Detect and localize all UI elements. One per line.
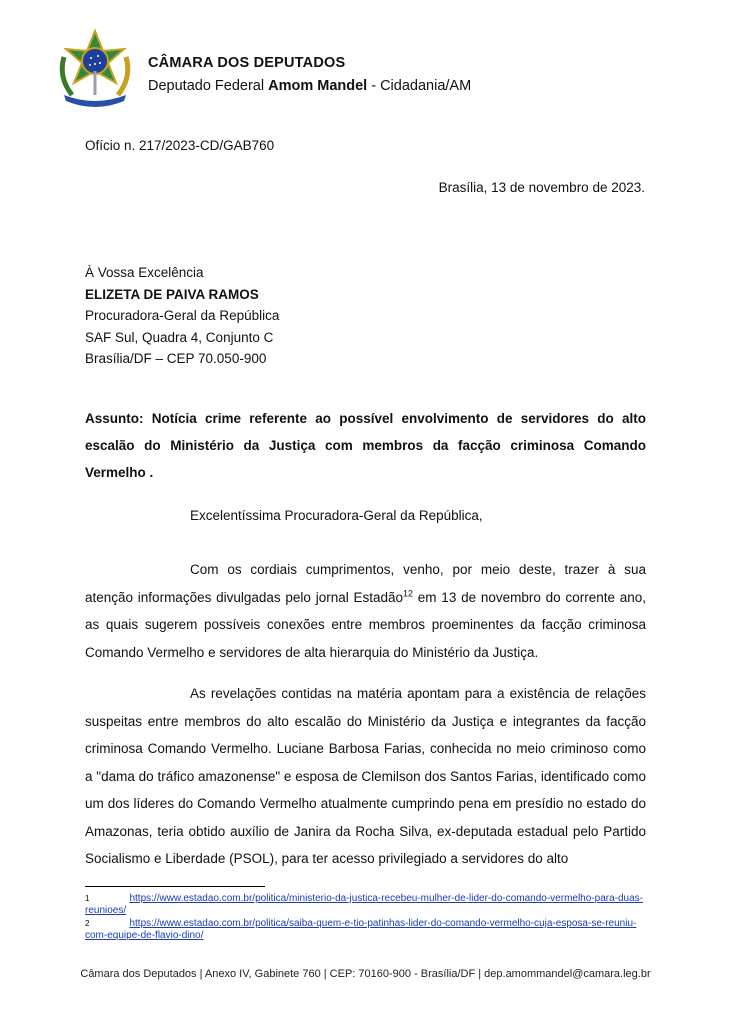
recipient-name: ELIZETA DE PAIVA RAMOS: [85, 286, 259, 302]
salutation: Excelentíssima Procuradora-Geral da República,: [190, 508, 483, 523]
body-paragraph-2: [85, 680, 646, 873]
footnote-link[interactable]: https://www.estadao.com.br/politica/ministerio-da-justica-recebeu-mulher-de-lider-do-comando-vermelho-para-duas-reunioes/: [85, 893, 643, 916]
coat-of-arms-logo: [50, 27, 140, 109]
institution-title: CÂMARA DOS DEPUTADOS: [148, 55, 346, 71]
footnote-divider: [85, 886, 265, 887]
recipient-address: [85, 262, 279, 370]
crest-ribbon: [64, 95, 126, 107]
footnote-1: [85, 893, 646, 917]
deputy-prefix: Deputado Federal: [148, 78, 269, 94]
letter-date: Brasília, 13 de novembro de 2023.: [438, 180, 645, 195]
oficio-number: Ofício n. 217/2023-CD/GAB760: [85, 138, 275, 153]
recipient-city: Brasília/DF – CEP 70.050-900: [85, 351, 267, 366]
crest-sword: [94, 71, 97, 95]
crest-shield: [82, 48, 108, 74]
body-paragraph-1: [85, 556, 646, 666]
para1-text: Com os cordiais cumprimentos, venho, por meio deste, trazer à sua atenção informações divulgadas pelo jornal Estadão: [85, 562, 646, 605]
footnote-ref[interactable]: 12: [403, 588, 414, 598]
deputy-party: - Cidadania/AM: [367, 78, 472, 94]
para1-text-cont: em 13 de novembro do corrente ano, as quais sugerem possíveis conexões entre membros proeminentes da facção criminosa Comando Vermelho e servidores de alta hierarquia do Ministério da Justiça.: [85, 589, 647, 660]
deputy-name: Amom Mandel: [268, 78, 368, 94]
page-footer: Câmara dos Deputados | Anexo IV, Gabinete 760 | CEP: 70160-900 - Brasília/DF | dep.amommandel@camara.leg.br: [80, 968, 651, 980]
address-greeting: À Vossa Excelência: [85, 265, 204, 280]
subject-line: Assunto: Notícia crime referente ao possível envolvimento de servidores do alto escalão do Ministério da Justiça com membros da facção criminosa Comando Vermelho .: [85, 411, 646, 480]
footnote-number: 1: [85, 894, 90, 903]
para2-text: As revelações contidas na matéria apontam para a existência de relações suspeitas entre membros do alto escalão do Ministério da Justiça e integrantes da facção criminosa Comando Vermelho. Luciane Barbosa Farias, conhecida no meio criminoso como a "dama do tráfico amazonense" e esposa de Clemilson dos Santos Farias, identificado como um dos líderes do Comando Vermelho atualmente cumprindo pena em presídio no estado do Amazonas, teria obtido auxílio de Janira da Rocha Silva, ex-deputada estadual pelo Partido Socialismo e Liberdade (PSOL), para ter acesso privilegiado a servidores do alto: [85, 686, 646, 866]
footnote-link[interactable]: https://www.estadao.com.br/politica/saiba-quem-e-tio-patinhas-lider-do-comando-vermelho-cuja-esposa-se-reuniu-com-equipe-de-flavio-dino/: [85, 918, 637, 941]
deputy-line: [148, 78, 471, 94]
recipient-role: Procuradora-Geral da República: [85, 308, 280, 323]
recipient-street: SAF Sul, Quadra 4, Conjunto C: [85, 329, 274, 345]
footnote-2: [85, 918, 646, 942]
footnote-number: 2: [85, 919, 90, 928]
